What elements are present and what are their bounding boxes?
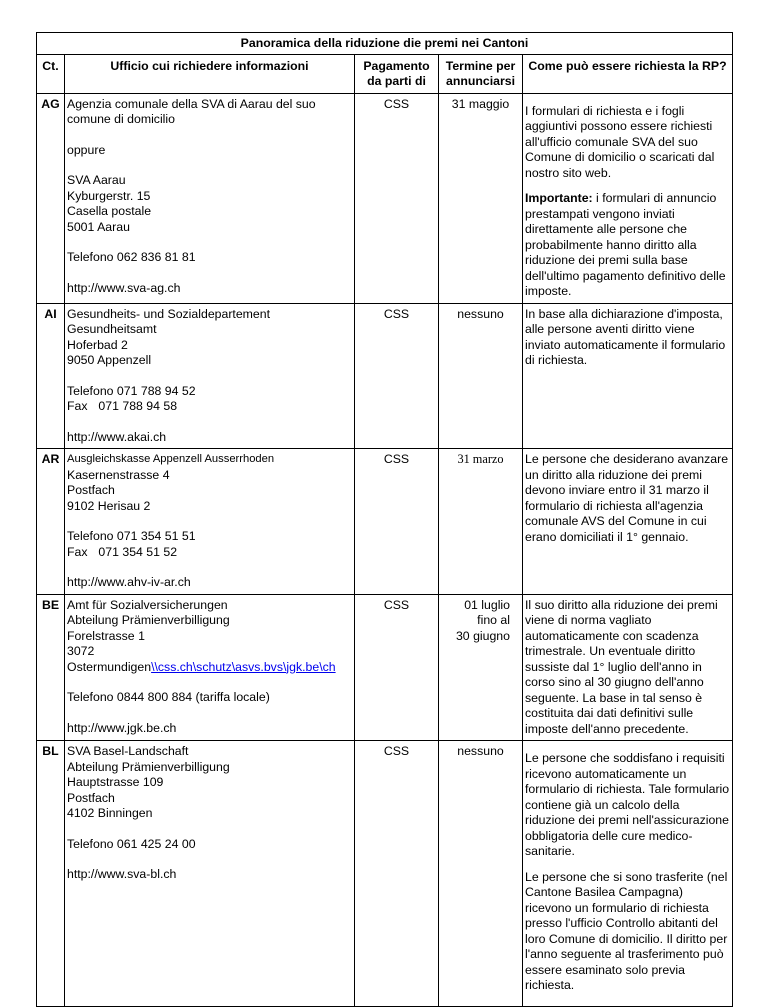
deadline-cell: nessuno	[439, 303, 523, 449]
office-address-3: Hoferbad 2	[67, 337, 128, 352]
fax-number: 071 354 51 52	[98, 544, 178, 559]
office-name: Agenzia comunale della SVA di Aarau del suo comune di domicilio	[67, 96, 316, 126]
office-address-2: Postfach	[67, 483, 115, 497]
header-row	[37, 54, 733, 93]
how-cell	[523, 303, 733, 449]
table-row-be	[37, 594, 733, 741]
deadline-cell: 31 maggio	[439, 93, 523, 303]
canton-code: AI	[37, 303, 65, 449]
canton-code: AG	[37, 93, 65, 303]
office-phone	[67, 529, 352, 545]
office-address-1: SVA Basel-Landschaft	[67, 744, 189, 758]
office-or: oppure	[67, 142, 106, 157]
office-city-line	[67, 660, 352, 676]
office-website: http://www.ahv-iv-ar.ch	[67, 575, 191, 589]
office-address-4: 5001 Aarau	[67, 219, 130, 234]
office-address-4: Postfach	[67, 790, 115, 805]
payment-cell: CSS	[355, 449, 439, 595]
office-network-link[interactable]: \\css.ch\schutz\asvs.bvs\jgk.be\ch	[151, 659, 336, 674]
office-address-1: Amt für Sozialversicherungen	[67, 597, 228, 612]
payment-cell: CSS	[355, 741, 439, 1007]
fax-number: 071 788 94 58	[98, 399, 178, 413]
office-address-1: Gesundheits- und Sozialdepartement	[67, 306, 271, 321]
office-address-3: Casella postale	[67, 204, 152, 218]
office-fax	[67, 399, 352, 415]
office-address-2: Abteilung Prämienverbilligung	[67, 759, 230, 774]
office-city: Ostermundigen	[67, 659, 152, 674]
payment-cell: CSS	[355, 93, 439, 303]
office-address-4: 9050 Appenzell	[67, 353, 152, 367]
how-cell	[523, 594, 733, 741]
office-name: Ausgleichskasse Appenzell Ausserrhoden	[67, 453, 275, 465]
payment-cell: CSS	[355, 303, 439, 449]
important-label: Importante:	[525, 191, 593, 205]
office-website: http://www.akai.ch	[67, 429, 167, 444]
office-cell	[65, 449, 355, 595]
table-title-row	[37, 33, 733, 55]
phone-label: Telefono	[67, 529, 114, 543]
phone-number: 071 354 51 51	[116, 529, 196, 543]
office-phone: Telefono 062 836 81 81	[67, 250, 196, 264]
fax-label: Fax	[67, 399, 88, 413]
table-row-bl	[37, 741, 733, 1007]
office-address-5: 4102 Binningen	[67, 806, 153, 820]
office-cell	[65, 93, 355, 303]
table-row-ar	[37, 449, 733, 595]
table-row-ag	[37, 93, 733, 303]
office-phone: Telefono 0844 800 884 (tariffa locale)	[67, 690, 270, 704]
canton-code: BL	[37, 741, 65, 1007]
premium-reduction-table	[36, 32, 733, 1007]
how-paragraph-2: Le persone che si sono trasferite (nel Cantone Basilea Campagna) ricevono un formulario di richiesta presso l'ufficio Controllo abitanti del loro Comune di domicilio. Il diritto per l'anno seguente al trasferimento può essere esaminato solo previa richiesta.	[525, 869, 728, 992]
how-cell	[523, 741, 733, 1007]
deadline-cell: nessuno	[439, 741, 523, 1007]
office-website: http://www.jgk.be.ch	[67, 720, 177, 735]
how-cell	[523, 93, 733, 303]
office-phone	[67, 384, 352, 400]
header-how: Come può essere richiesta la RP?	[523, 54, 733, 93]
deadline-line-3: 30 giugno	[455, 628, 510, 643]
office-address-2: Gesundheitsamt	[67, 322, 157, 336]
office-phone: Telefono 061 425 24 00	[67, 836, 196, 851]
header-ct: Ct.	[37, 54, 65, 93]
office-address-3: 9102 Herisau 2	[67, 498, 151, 513]
header-payment: Pagamento da parti di	[355, 54, 439, 93]
table-row-ai	[37, 303, 733, 449]
table-title: Panoramica della riduzione die premi nei Cantoni	[37, 33, 733, 55]
office-address-4: 3072	[67, 644, 95, 658]
office-address-3: Forelstrasse 1	[67, 628, 145, 643]
how-paragraph-1: Il suo diritto alla riduzione dei premi viene di norma vagliato automaticamente con scadenza trimestrale. Un eventuale diritto sussiste dal 1° luglio dell'anno in corso sino al 30 giugno dell'anno seguente. La base in tal senso è costituita dai dati definitivi sulle imposte dell'anno precedente.	[525, 597, 718, 736]
office-address-1: SVA Aarau	[67, 173, 126, 187]
phone-label: Telefono	[67, 383, 114, 398]
phone-number: 071 788 94 52	[116, 383, 196, 398]
payment-cell: CSS	[355, 594, 439, 741]
how-cell	[523, 449, 733, 595]
deadline-cell	[439, 594, 523, 741]
how-paragraph-2-text: i formulari di annuncio prestampati vengono inviati direttamente alle persone che probabilmente hanno diritto alla riduzione dei premi sulla base dell'ultimo pagamento definitivo delle imposte.	[525, 191, 726, 298]
how-paragraph-1: In base alla dichiarazione d'imposta, alle persone aventi diritto viene inviato automaticamente il formulario di richiesta.	[525, 306, 726, 367]
office-cell	[65, 594, 355, 741]
office-cell	[65, 741, 355, 1007]
fax-label: Fax	[67, 544, 88, 559]
how-paragraph-1: Le persone che desiderano avanzare un diritto alla riduzione dei premi devono inviare entro il 31 marzo il formulario di richiesta all'agenzia comunale AVS del Comune in cui erano domiciliati il 1° gennaio.	[525, 452, 729, 544]
how-paragraph-1: I formulari di richiesta e i fogli aggiuntivi possono essere richiesti all'ufficio comunale SVA del suo Comune di domicilio o scaricati dal nostro sito web.	[525, 103, 715, 180]
office-address-3: Hauptstrasse 109	[67, 775, 164, 789]
how-paragraph-2	[525, 191, 730, 300]
office-address-2: Abteilung Prämienverbilligung	[67, 613, 230, 627]
office-website: http://www.sva-ag.ch	[67, 280, 181, 295]
office-address-1: Kasernenstrasse 4	[67, 467, 170, 482]
office-cell	[65, 303, 355, 449]
canton-code: AR	[37, 449, 65, 595]
deadline-line-1: 01 luglio	[464, 597, 510, 612]
office-fax	[67, 545, 352, 561]
office-address-2: Kyburgerstr. 15	[67, 188, 151, 203]
header-office: Ufficio cui richiedere informazioni	[65, 54, 355, 93]
deadline-cell: 31 marzo	[439, 449, 523, 595]
office-website: http://www.sva-bl.ch	[67, 867, 177, 881]
deadline-line-2: fino al	[477, 613, 510, 627]
canton-code: BE	[37, 594, 65, 741]
header-deadline: Termine per annunciarsi	[439, 54, 523, 93]
how-paragraph-1: Le persone che soddisfano i requisiti ricevono automaticamente un formulario di richiesta. Tale formulario contiene già un calcolo della riduzione dei premi nell'assicurazione obbligatoria delle cure medico-sanitarie.	[525, 751, 730, 858]
